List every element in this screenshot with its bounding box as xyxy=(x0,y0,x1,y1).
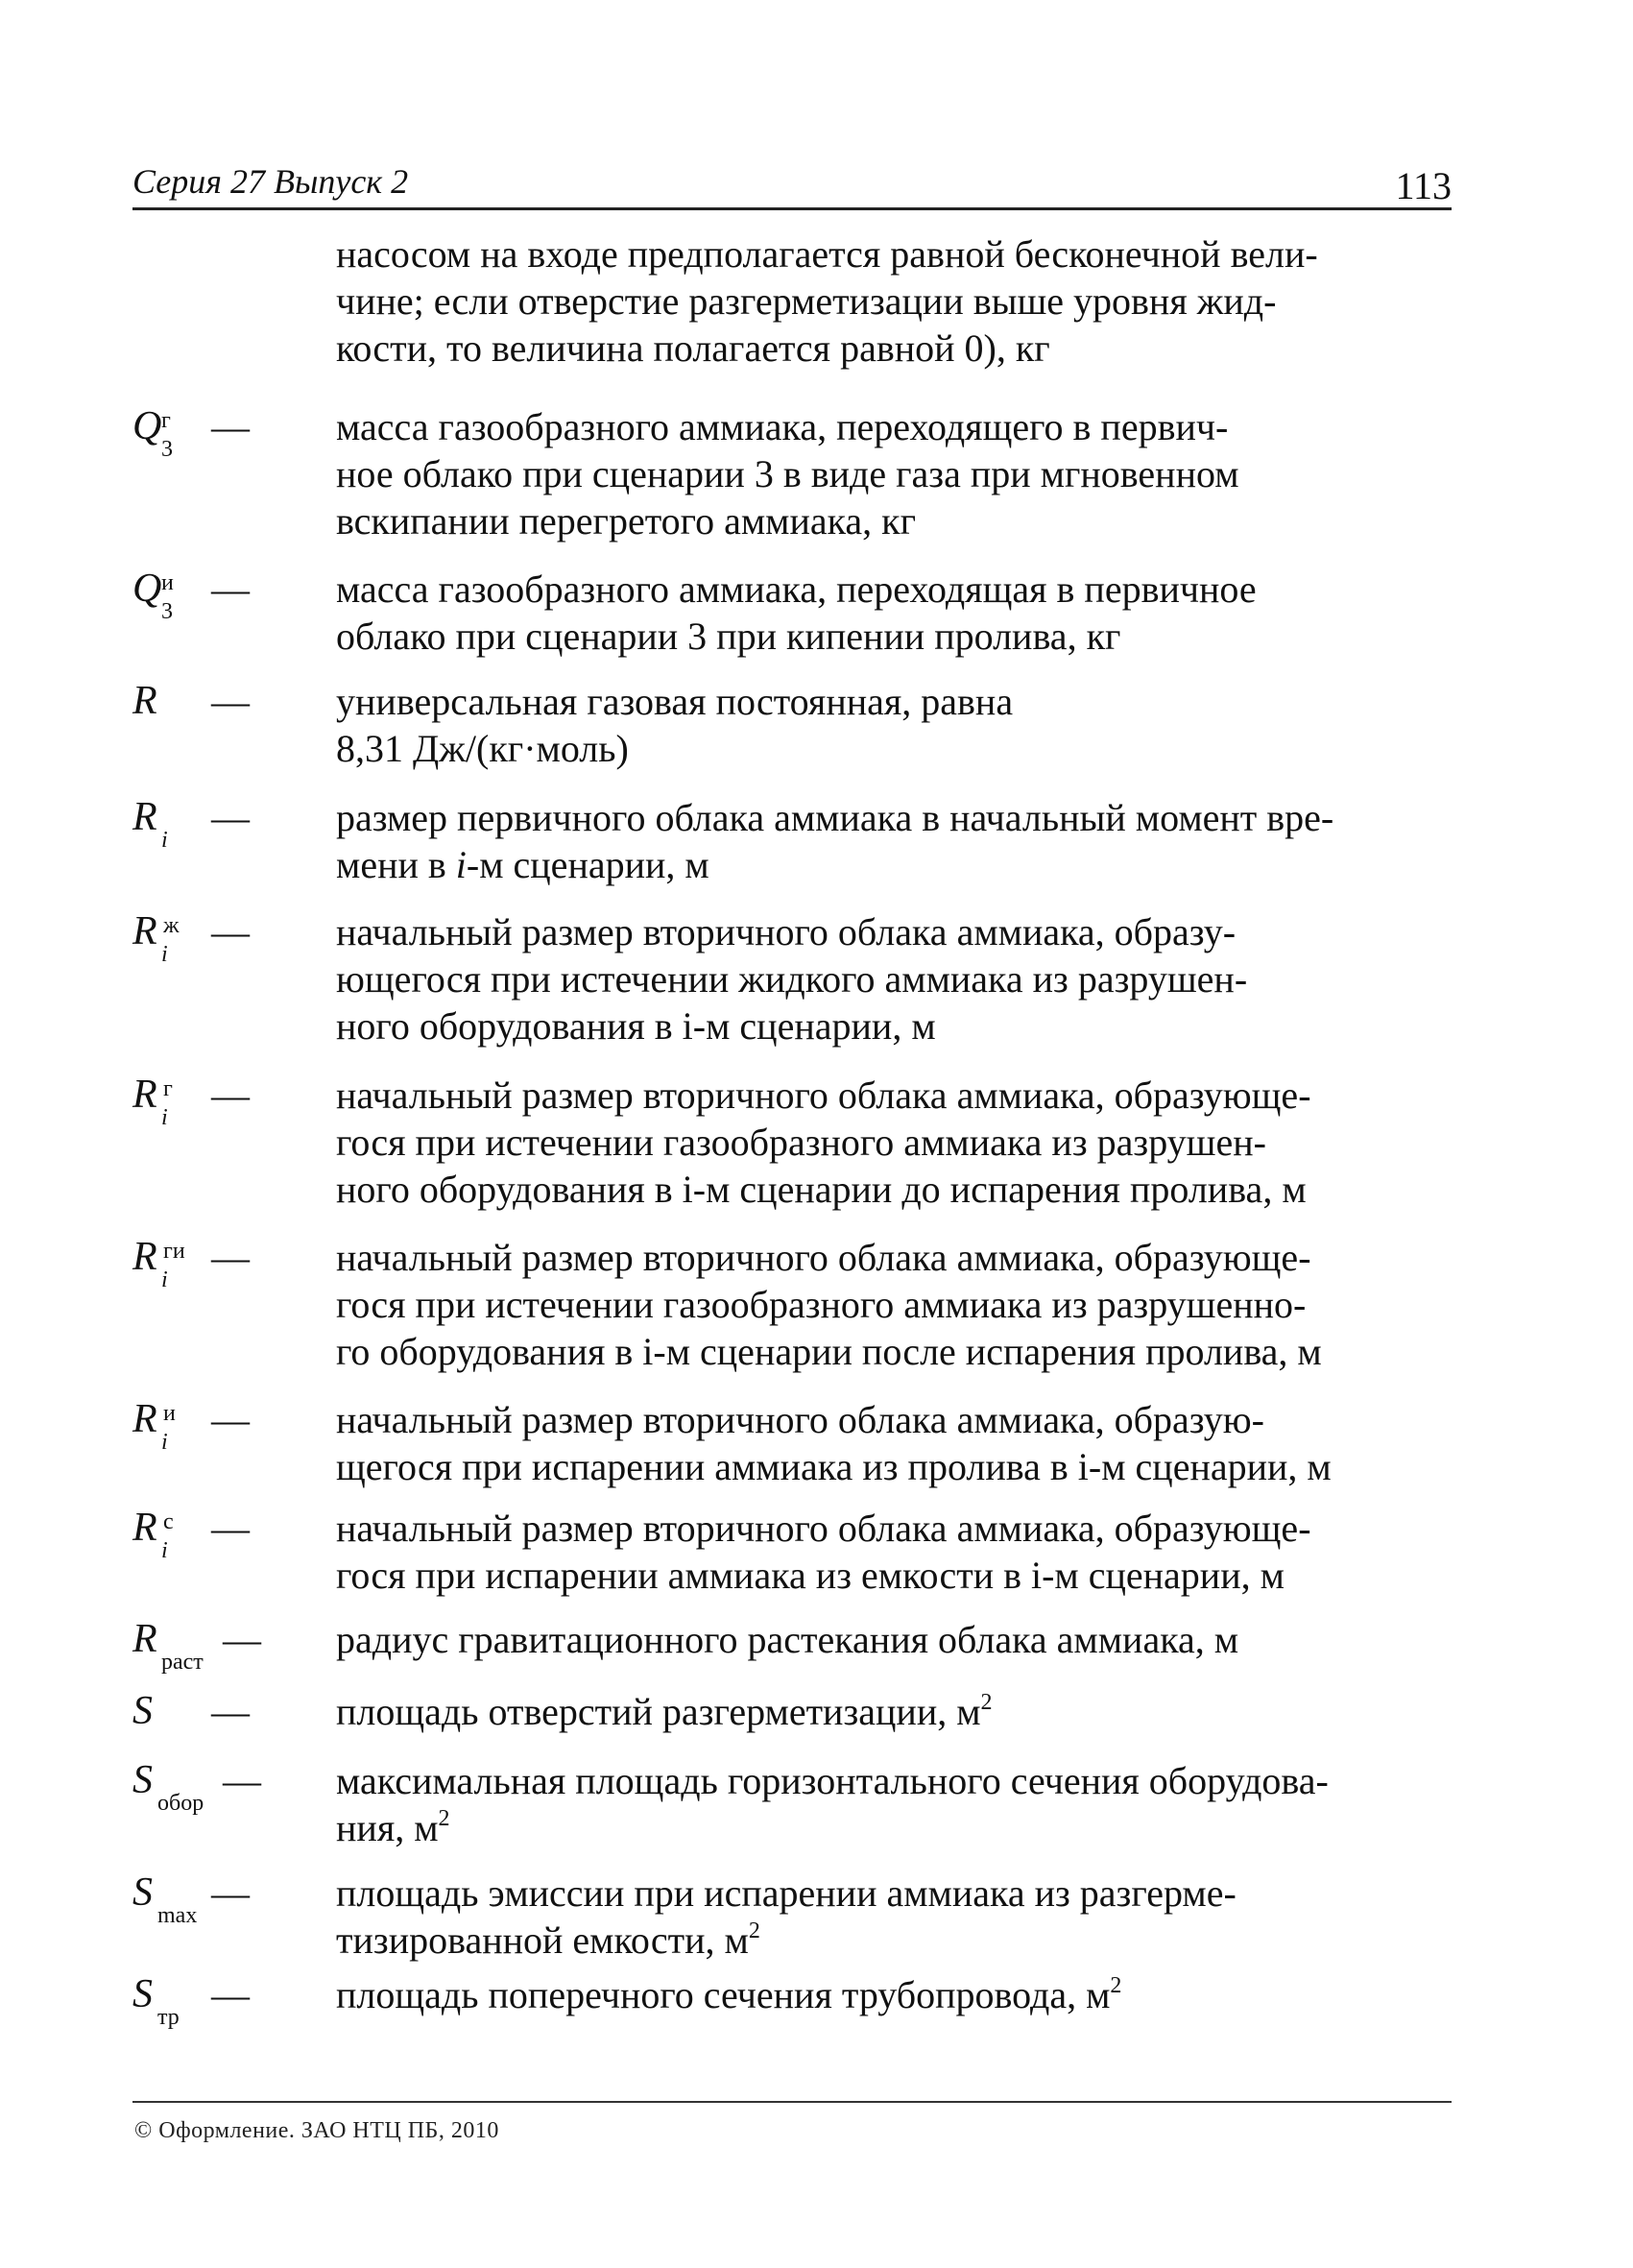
definition-dash: — xyxy=(211,567,250,611)
header-rule xyxy=(132,207,1452,210)
continuation-paragraph xyxy=(336,230,1452,372)
definition-dash: — xyxy=(211,1871,250,1915)
symbol-s: S xyxy=(132,1689,153,1733)
definition-dash: — xyxy=(211,796,250,839)
definition-dash: — xyxy=(211,680,250,723)
definition-dash: — xyxy=(211,405,250,448)
definition-text: размер первичного облака аммиака в начальный момент вре- мени в i-м сценарии, м xyxy=(336,796,1334,886)
definition-text: начальный размер вторичного облака аммиака, образующе- гося при истечении газообразного аммиака из разрушенно- го оборудования в i-м сценарии после испарения пролива, м xyxy=(336,1236,1322,1373)
definition-text: начальный размер вторичного облака аммиака, образую- щегося при испарении аммиака из пролива в i-м сценарии, м xyxy=(336,1398,1332,1488)
symbol-q3-gas: Q г 3 xyxy=(132,404,173,462)
definition-text: площадь поперечного сечения трубопровода, $м^2$ xyxy=(336,1973,1122,2016)
symbol-r: R xyxy=(132,679,157,723)
definition-text: универсальная газовая постоянная, равна 8,31 Дж/(кг·моль) xyxy=(336,680,1014,770)
definition-text: начальный размер вторичного облака аммиака, образующе- гося при испарении аммиака из емкости в i-м сценарии, м xyxy=(336,1507,1311,1597)
definition-dash: — xyxy=(211,1507,250,1550)
page-number: 113 xyxy=(1395,164,1452,207)
definition-text: масса газообразного аммиака, переходящего в первич- ное облако при сценарии 3 в виде газа при мгновенном вскипании перегретого аммиака, кг xyxy=(336,405,1239,543)
definition-dash: — xyxy=(223,1759,261,1802)
symbol-s-equipment: S обор xyxy=(132,1758,204,1816)
text-line: кости, то величина полагается равной 0), кг xyxy=(336,326,1050,370)
symbol-s-max: S max xyxy=(132,1870,198,1928)
symbol-ri-gas: R г i xyxy=(132,1073,173,1130)
definition-text: максимальная площадь горизонтального сечения оборудова- ния, $м^2$ xyxy=(336,1759,1329,1849)
definition-dash: — xyxy=(211,1074,250,1117)
series-title: Серия 27 Выпуск 2 xyxy=(132,162,409,201)
definition-dash: — xyxy=(211,1973,250,2016)
footer-rule xyxy=(132,2101,1452,2103)
symbol-ri-evap: R и i xyxy=(132,1397,176,1455)
symbol-q3-boil: Q и 3 xyxy=(132,567,174,624)
symbol-ri-liquid: R ж i xyxy=(132,909,180,967)
definition-dash: — xyxy=(211,1236,250,1279)
symbol-ri-gas-evap: R ги i xyxy=(132,1235,185,1292)
copyright-footer: © Оформление. ЗАО НТЦ ПБ, 2010 xyxy=(134,2118,499,2143)
definition-dash: — xyxy=(211,1690,250,1733)
definition-text: начальный размер вторичного облака аммиака, образу- ющегося при истечении жидкого аммиака из разрушен- ного оборудования в i-м сценарии, м xyxy=(336,910,1248,1048)
definition-text: масса газообразного аммиака, переходящая в первичное облако при сценарии 3 при кипении пролива, кг xyxy=(336,567,1257,658)
definition-dash: — xyxy=(211,910,250,953)
page-header xyxy=(132,161,1452,209)
definition-text: радиус гравитационного растекания облака аммиака, м xyxy=(336,1618,1239,1661)
text-line: чине; если отверстие разгерметизации выше уровня жид- xyxy=(336,279,1277,323)
symbol-ri: R i xyxy=(132,795,168,853)
definition-text: площадь эмиссии при испарении аммиака из разгерме- тизированной емкости, $м^2$ xyxy=(336,1871,1237,1962)
symbol-s-pipe: S тр xyxy=(132,1972,180,2030)
definition-text: начальный размер вторичного облака аммиака, образующе- гося при истечении газообразного аммиака из разрушен- ного оборудования в i-м сценарии до испарения пролива, м xyxy=(336,1074,1311,1211)
definition-dash: — xyxy=(223,1618,261,1661)
definition-text: площадь отверстий разгерметизации, $м^2$ xyxy=(336,1690,993,1733)
text-line: насосом на входе предполагается равной бесконечной вели- xyxy=(336,232,1318,276)
symbol-ri-tank: R с i xyxy=(132,1506,174,1563)
symbol-r-spread: R раст xyxy=(132,1617,204,1675)
definition-dash: — xyxy=(211,1398,250,1441)
